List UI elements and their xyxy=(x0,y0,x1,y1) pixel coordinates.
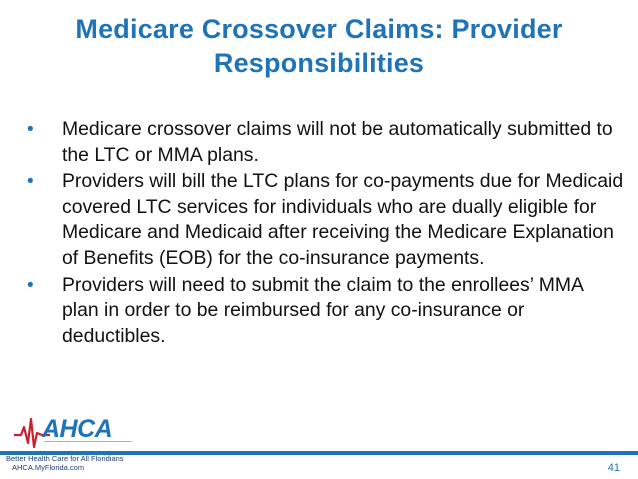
bullet-text: Medicare crossover claims will not be automatically submitted to the LTC or MMA plans. xyxy=(62,118,613,166)
logo-divider xyxy=(44,441,132,446)
bullet-item xyxy=(24,117,624,168)
slide-title xyxy=(18,12,620,80)
page-number: 41 xyxy=(607,462,620,474)
logo-wordmark: AHCA xyxy=(42,415,113,443)
bullet-text: Providers will need to submit the claim to the enrollees’ MMA plan in order to be reimbursed for any co-insurance or deductibles. xyxy=(62,273,583,347)
bullet-marker: • xyxy=(27,274,34,296)
bullet-text: Providers will bill the LTC plans for co-payments due for Medicaid covered LTC services for individuals who are dually eligible for Medicare and Medicaid after receiving the Medicare Explanation of Benefits (EOB) for the co-insurance payments. xyxy=(62,170,624,269)
bullet-item xyxy=(24,169,624,271)
bullet-marker: • xyxy=(27,171,34,193)
logo-url: AHCA.MyFlorida.com xyxy=(12,463,85,472)
title-line-2: Responsibilities xyxy=(213,48,425,78)
bullet-list xyxy=(24,117,624,350)
logo-tagline: Better Health Care for All Floridians xyxy=(6,454,124,463)
title-line-1: Medicare Crossover Claims: Provider xyxy=(75,14,563,44)
bullet-marker: • xyxy=(27,119,34,140)
ahca-logo xyxy=(4,413,136,473)
bullet-item xyxy=(24,273,624,350)
